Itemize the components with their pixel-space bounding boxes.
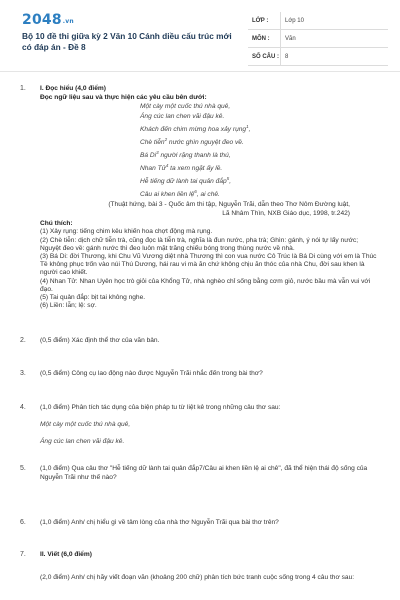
poem-source: (Thuật hứng, bài 3 - Quốc âm thi tập, Nguyễn Trãi, dẫn theo Thơ Nôm Đường luật, Lã Nhâm Thìn, NXB Giáo dục, 1998, tr.242)	[108, 200, 350, 217]
question-text: (1,0 điểm) Anh/ chị hiểu gì về tâm lòng của nhà thơ Nguyễn Trãi qua bài thơ trên?	[40, 519, 279, 526]
question-number: 3.	[20, 370, 26, 377]
meta-value: Lớp 10	[280, 12, 304, 30]
footnote: (6) Liền: lẫn; lệ: sợ.	[40, 302, 97, 310]
question-text: (0,5 điểm) Xác định thể thơ của văn bản.	[40, 337, 160, 344]
question-number: 2.	[20, 337, 26, 344]
meta-value: Văn	[280, 30, 296, 48]
reading-instruction: Đọc ngữ liệu sau và thực hiện các yêu cầu bên dưới:	[40, 94, 207, 102]
page-header	[0, 0, 400, 72]
question-body	[40, 84, 380, 310]
section-heading: I. Đọc hiểu (4,0 điểm)	[40, 85, 106, 92]
page-title: Bộ 10 đề thi giữa kỳ 2 Văn 10 Cánh diều cấu trúc mới có đáp án - Đề 8	[22, 31, 232, 52]
meta-value: 8	[280, 48, 288, 66]
quoted-verse: Một cày một cuốc thú nhà quê,	[40, 421, 131, 429]
meta-row-class	[248, 12, 388, 30]
site-logo[interactable]	[22, 12, 74, 28]
question-number: 4.	[20, 404, 26, 411]
poem-line: Chè tiễn$^2$ nước ghìn nguyệt đeo về.	[140, 136, 244, 147]
poem-line: Áng cúc lan chen vãi đậu kê.	[140, 113, 225, 121]
question-body	[40, 403, 380, 447]
question-text: (0,5 điểm) Công cụ lao động nào được Nguyễn Trãi nhắc đến trong bài thơ?	[40, 370, 263, 377]
footnote: (5) Tai quản đắp: bịt tai không nghe.	[40, 293, 146, 301]
poem-line: Khách đến chim mừng hoa xảy rụng$^1$,	[140, 124, 251, 134]
footnote: (2) Chè tiễn: dịch chữ tiễn trà, cũng đọc là tiễn trà, nghĩa là đun nước, pha trà; Ghìn: gánh, ý nói tự lấy nước; Nguyệt đeo về: gánh nước thì đeo luôn mặt trăng chiếu bóng trong thùng nước về nhà.	[40, 236, 359, 252]
footnote: (4) Nhan Tử: Nhan Uyên học trò giỏi của Khổng Tử, nhà nghèo chỉ sống bằng cơm giỏ, nước bầu mà vẫn vui với đạo.	[40, 277, 371, 293]
question-body	[40, 550, 380, 582]
notes-title: Chú thích:	[40, 220, 73, 228]
question-number: 1.	[20, 85, 26, 92]
question-number: 5.	[20, 465, 26, 472]
question-number: 6.	[20, 519, 26, 526]
exam-meta-table	[248, 12, 388, 66]
poem-line: Nhan Tử$^4$ ta xem ngặt ấy lề.	[140, 162, 223, 173]
question-number: 7.	[20, 551, 26, 558]
poem-line: Câu ai khen liền lệ$^6$, ai chê.	[140, 188, 220, 199]
question-text: (1,0 điểm) Phân tích tác dụng của biện pháp tu từ liệt kê trong những câu thơ sau:	[40, 404, 281, 411]
meta-row-question-count	[248, 48, 388, 66]
section-heading: II. Viết (6,0 điểm)	[40, 551, 92, 558]
footnotes	[40, 228, 380, 310]
meta-row-subject	[248, 30, 388, 48]
meta-label: LỚP :	[252, 17, 269, 24]
meta-label: MÔN :	[252, 35, 270, 42]
poem-line: Bá Di$^3$ người rặng thanh là thú,	[140, 149, 231, 160]
quoted-verse: Áng cúc lan chen vãi đậu kê.	[40, 438, 125, 446]
question-text: (1,0 điểm) Qua câu thơ "Hễ tiếng dữ lành tai quản đắp7/Câu ai khen liền lệ ai chê", đã thể hiện thái độ sống của Nguyễn Trãi như thế nào?	[40, 465, 368, 482]
poem	[140, 102, 380, 200]
poem-line: Một cày một cuốc thú nhà quê,	[140, 103, 231, 111]
footnote: (1) Xảy rụng: tiếng chim kêu khiến hoa chợt động mà rụng.	[40, 228, 213, 236]
question-text: (2,0 điểm) Anh/ chị hãy viết đoạn văn (khoảng 200 chữ) phân tích bức tranh cuộc sống trong 4 câu thơ sau:	[40, 574, 355, 582]
footnote: (3) Bá Di: đời Thương, khi Chu Vũ Vương diệt nhà Thương thì con vua nước Cô Trúc là Bá Di cùng với em là Thúc Tề không phục trốn vào núi Thú Dương, hái rau vi mà ăn chứ không chịu ăn thóc của nhà Chu, đời sau khen là người cao khiết.	[40, 252, 377, 277]
logo-text: 2048	[22, 12, 62, 28]
logo-suffix: .vn	[62, 18, 74, 25]
poem-line: Hễ tiếng dữ lành tai quản đắp$^5$,	[140, 175, 232, 186]
meta-label: SỐ CÂU :	[252, 53, 279, 60]
